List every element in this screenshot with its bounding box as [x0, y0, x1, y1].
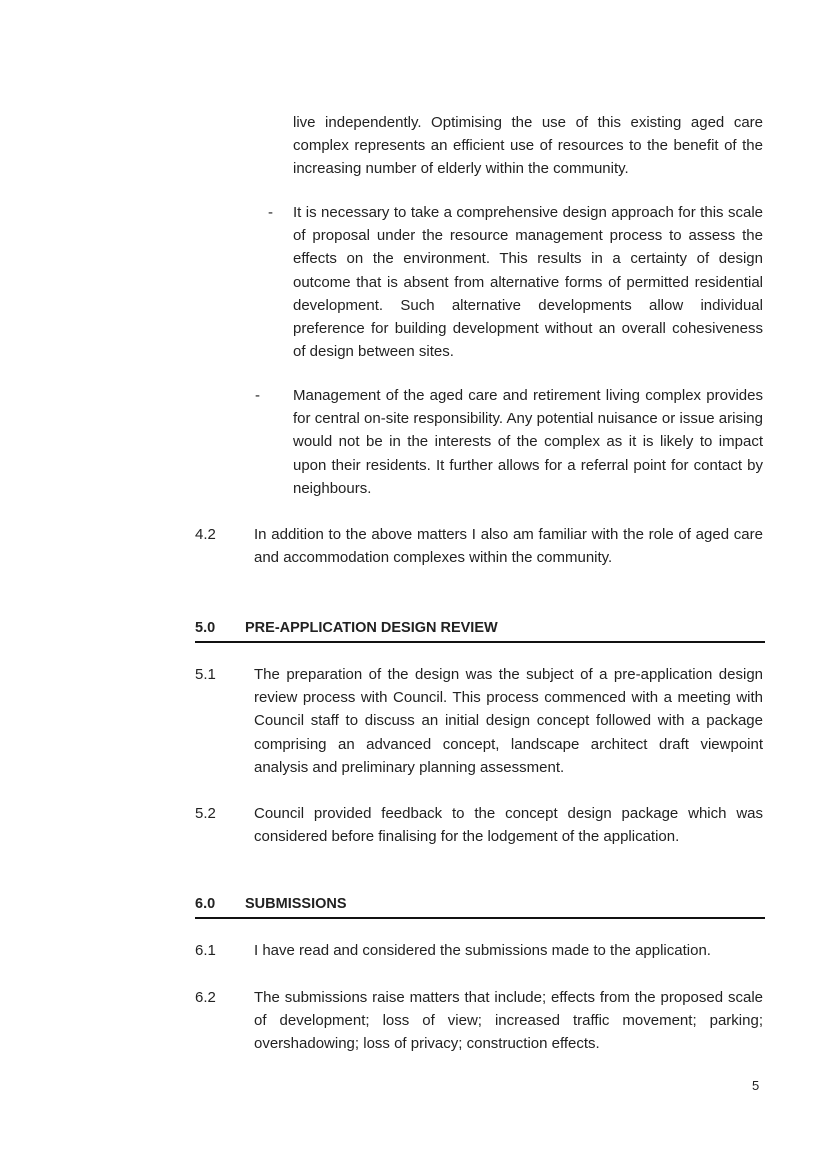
section-6-heading — [195, 893, 765, 919]
paragraph-4-2-text: In addition to the above matters I also am familiar with the role of aged care and accommodation complexes within the community. — [254, 526, 763, 567]
section-number: 6.0 — [195, 896, 216, 912]
page-number: 5 — [752, 1078, 760, 1093]
paragraph-number: 4.2 — [195, 526, 216, 543]
section-5-heading — [195, 617, 765, 643]
bullet-comprehensive-design-text: It is necessary to take a comprehensive design approach for this scale of proposal under the resource management process to assess the effects on the environment. This results in a certainty of design outcome that is absent from alternative forms of permitted residential development. Such alternative developments allow individual preference for building development without an overall cohesiveness of design between sites. — [293, 204, 763, 361]
bullet-continuation-text: live independently. Optimising the use of this existing aged care complex represents an efficient use of resources to the benefit of the increasing number of elderly within the community. — [293, 114, 763, 178]
bullet-dash: - — [255, 387, 260, 404]
paragraph-number: 5.1 — [195, 666, 216, 683]
paragraph-number: 6.2 — [195, 989, 216, 1006]
paragraph-number: 6.1 — [195, 942, 216, 959]
section-title: SUBMISSIONS — [245, 896, 347, 912]
bullet-management-text: Management of the aged care and retirement living complex provides for central on-site responsibility. Any potential nuisance or issue arising would not be in the interests of the complex as it is likely to impact upon their residents. It further allows for a referral point for contact by neighbours. — [293, 387, 763, 497]
section-number: 5.0 — [195, 620, 216, 636]
paragraph-number: 5.2 — [195, 805, 216, 822]
section-title: PRE-APPLICATION DESIGN REVIEW — [245, 620, 498, 636]
paragraph-5-1-text: The preparation of the design was the subject of a pre-application design review process with Council. This process commenced with a meeting with Council staff to discuss an initial design concept followed with a package comprising an advanced concept, landscape architect draft viewpoint analysis and preliminary planning assessment. — [254, 666, 763, 776]
bullet-dash: - — [268, 204, 273, 221]
paragraph-5-2-text: Council provided feedback to the concept design package which was considered before finalising for the lodgement of the application. — [254, 805, 763, 846]
paragraph-6-1-text: I have read and considered the submissions made to the application. — [254, 942, 711, 959]
paragraph-6-2-text: The submissions raise matters that include; effects from the proposed scale of development; loss of view; increased traffic movement; parking; overshadowing; loss of privacy; construction effects. — [254, 989, 763, 1053]
